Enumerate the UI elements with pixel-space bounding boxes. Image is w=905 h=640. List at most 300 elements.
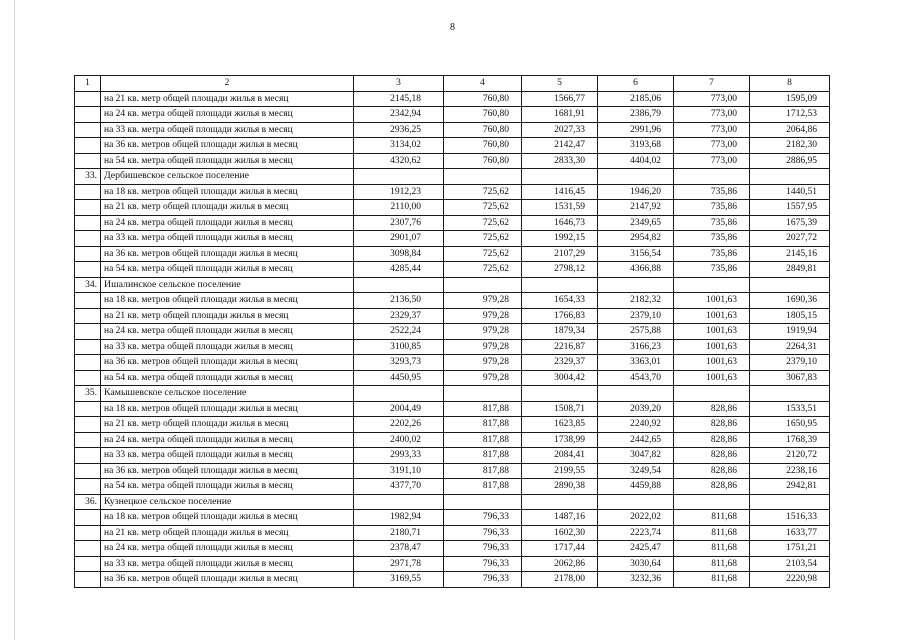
settlement-name: Кузнецкое сельское поселение [101,494,354,510]
value-cell: 796,33 [444,572,522,588]
value-cell: 817,88 [444,463,522,479]
row-number [75,463,101,479]
value-cell: 773,00 [674,107,750,123]
value-cell [674,169,750,185]
table-row [75,572,830,588]
value-cell: 2386,79 [598,107,674,123]
value-cell: 760,80 [444,107,522,123]
row-number [75,262,101,278]
value-cell: 828,86 [674,417,750,433]
value-cell: 1738,99 [522,432,598,448]
table-row [75,355,830,371]
column-header: 6 [598,76,674,92]
area-description: на 21 кв. метр общей площади жилья в месяц [101,200,354,216]
area-description: на 21 кв. метр общей площади жилья в месяц [101,91,354,107]
value-cell: 828,86 [674,401,750,417]
value-cell: 2849,81 [750,262,830,278]
area-description: на 24 кв. метра общей площади жилья в месяц [101,432,354,448]
column-header: 1 [75,76,101,92]
value-cell: 760,80 [444,153,522,169]
table-row [75,246,830,262]
value-cell: 2329,37 [522,355,598,371]
value-cell: 725,62 [444,262,522,278]
value-cell [444,277,522,293]
value-cell: 2022,02 [598,510,674,526]
area-description: на 36 кв. метров общей площади жилья в месяц [101,246,354,262]
table-row [75,231,830,247]
table-row [75,308,830,324]
value-cell: 2954,82 [598,231,674,247]
value-cell: 828,86 [674,463,750,479]
value-cell: 1001,63 [674,370,750,386]
area-description: на 33 кв. метра общей площади жилья в месяц [101,556,354,572]
row-number [75,246,101,262]
value-cell: 3156,54 [598,246,674,262]
value-cell: 1681,91 [522,107,598,123]
value-cell: 3030,64 [598,556,674,572]
value-cell: 828,86 [674,479,750,495]
value-cell: 2199,55 [522,463,598,479]
value-cell: 2180,71 [354,525,444,541]
column-header: 3 [354,76,444,92]
value-cell: 1712,53 [750,107,830,123]
value-cell: 817,88 [444,417,522,433]
area-description: на 33 кв. метра общей площади жилья в месяц [101,231,354,247]
value-cell: 2991,96 [598,122,674,138]
area-description: на 54 кв. метра общей площади жилья в месяц [101,370,354,386]
value-cell: 2039,20 [598,401,674,417]
value-cell: 1646,73 [522,215,598,231]
value-cell: 1675,39 [750,215,830,231]
value-cell: 2442,65 [598,432,674,448]
value-cell: 2103,54 [750,556,830,572]
value-cell: 1416,45 [522,184,598,200]
area-description: на 21 кв. метр общей площади жилья в месяц [101,308,354,324]
value-cell: 3232,36 [598,572,674,588]
value-cell [674,277,750,293]
value-cell: 796,33 [444,510,522,526]
value-cell: 2890,38 [522,479,598,495]
value-cell: 3067,83 [750,370,830,386]
area-description: на 36 кв. метров общей площади жилья в месяц [101,572,354,588]
area-description: на 54 кв. метра общей площади жилья в месяц [101,153,354,169]
value-cell: 773,00 [674,91,750,107]
value-cell: 2084,41 [522,448,598,464]
section-header-row [75,386,830,402]
value-cell: 2833,30 [522,153,598,169]
value-cell: 1001,63 [674,339,750,355]
area-description: на 18 кв. метров общей площади жилья в месяц [101,184,354,200]
table-row [75,556,830,572]
value-cell [750,494,830,510]
settlement-name: Дербишевское сельское поселение [101,169,354,185]
value-cell: 4404,02 [598,153,674,169]
value-cell: 1001,63 [674,308,750,324]
value-cell: 828,86 [674,448,750,464]
value-cell: 1487,16 [522,510,598,526]
row-number [75,355,101,371]
value-cell: 725,62 [444,231,522,247]
row-number [75,401,101,417]
value-cell: 811,68 [674,572,750,588]
area-description: на 36 кв. метров общей площади жилья в месяц [101,463,354,479]
value-cell: 760,80 [444,138,522,154]
value-cell: 2136,50 [354,293,444,309]
value-cell: 2027,72 [750,231,830,247]
value-cell: 2004,49 [354,401,444,417]
value-cell: 817,88 [444,401,522,417]
row-number [75,541,101,557]
row-number [75,339,101,355]
value-cell [598,169,674,185]
value-cell: 4377,70 [354,479,444,495]
value-cell: 1516,33 [750,510,830,526]
row-number [75,138,101,154]
value-cell: 1001,63 [674,324,750,340]
row-number [75,200,101,216]
value-cell: 3004,42 [522,370,598,386]
value-cell: 735,86 [674,215,750,231]
value-cell: 2425,47 [598,541,674,557]
value-cell: 2142,47 [522,138,598,154]
value-cell: 2120,72 [750,448,830,464]
row-number [75,231,101,247]
row-number [75,184,101,200]
value-cell: 735,86 [674,200,750,216]
table-body [75,76,830,588]
value-cell [354,386,444,402]
settlement-name: Ишалинское сельское поселение [101,277,354,293]
area-description: на 21 кв. метр общей площади жилья в месяц [101,417,354,433]
value-cell: 1946,20 [598,184,674,200]
settlement-name: Камышевское сельское поселение [101,386,354,402]
row-number [75,107,101,123]
value-cell: 796,33 [444,525,522,541]
value-cell [444,386,522,402]
value-cell: 2147,92 [598,200,674,216]
value-cell: 1633,77 [750,525,830,541]
value-cell: 3166,23 [598,339,674,355]
value-cell: 760,80 [444,122,522,138]
value-cell: 4459,88 [598,479,674,495]
value-cell: 4320,62 [354,153,444,169]
value-cell: 811,68 [674,541,750,557]
column-header: 4 [444,76,522,92]
value-cell: 2575,88 [598,324,674,340]
table-row [75,91,830,107]
value-cell: 979,28 [444,308,522,324]
page-number: 8 [450,22,455,33]
row-number [75,370,101,386]
value-cell: 2993,33 [354,448,444,464]
value-cell: 735,86 [674,184,750,200]
column-number-header-row [75,76,830,92]
column-header: 5 [522,76,598,92]
value-cell: 1440,51 [750,184,830,200]
value-cell: 979,28 [444,324,522,340]
value-cell: 2264,31 [750,339,830,355]
scan-edge-line [14,0,15,640]
value-cell: 817,88 [444,479,522,495]
value-cell: 725,62 [444,184,522,200]
value-cell: 1566,77 [522,91,598,107]
value-cell: 2329,37 [354,308,444,324]
section-header-row [75,169,830,185]
column-header: 2 [101,76,354,92]
value-cell: 1717,44 [522,541,598,557]
table-row [75,293,830,309]
value-cell: 3193,68 [598,138,674,154]
value-cell [354,494,444,510]
area-description: на 24 кв. метра общей площади жилья в месяц [101,107,354,123]
row-number [75,324,101,340]
table-row [75,510,830,526]
row-number [75,432,101,448]
value-cell: 3100,85 [354,339,444,355]
value-cell: 979,28 [444,355,522,371]
area-description: на 18 кв. метров общей площади жилья в месяц [101,510,354,526]
row-number [75,525,101,541]
row-number [75,417,101,433]
value-cell: 1001,63 [674,293,750,309]
value-cell: 2901,07 [354,231,444,247]
value-cell: 773,00 [674,138,750,154]
value-cell: 817,88 [444,448,522,464]
value-cell: 811,68 [674,510,750,526]
value-cell: 811,68 [674,556,750,572]
value-cell: 1912,23 [354,184,444,200]
value-cell: 1001,63 [674,355,750,371]
area-description: на 36 кв. метров общей площади жилья в месяц [101,355,354,371]
value-cell: 4285,44 [354,262,444,278]
column-header: 8 [750,76,830,92]
area-description: на 24 кв. метра общей площади жилья в месяц [101,324,354,340]
value-cell: 725,62 [444,246,522,262]
row-number [75,556,101,572]
value-cell [750,386,830,402]
table-row [75,401,830,417]
value-cell: 2349,65 [598,215,674,231]
value-cell: 2145,18 [354,91,444,107]
table-row [75,370,830,386]
value-cell: 725,62 [444,215,522,231]
row-number [75,448,101,464]
value-cell [522,494,598,510]
value-cell: 735,86 [674,246,750,262]
section-header-row [75,494,830,510]
value-cell [750,169,830,185]
value-cell [598,494,674,510]
row-number: 33. [75,169,101,185]
value-cell: 2307,76 [354,215,444,231]
value-cell: 979,28 [444,339,522,355]
value-cell: 2342,94 [354,107,444,123]
value-cell: 2379,10 [598,308,674,324]
value-cell: 4450,95 [354,370,444,386]
value-cell [674,494,750,510]
table-row [75,153,830,169]
value-cell [598,277,674,293]
value-cell: 1654,33 [522,293,598,309]
value-cell: 2185,06 [598,91,674,107]
row-number [75,153,101,169]
row-number [75,308,101,324]
table-row [75,417,830,433]
value-cell: 2110,00 [354,200,444,216]
value-cell: 773,00 [674,122,750,138]
value-cell: 1557,95 [750,200,830,216]
value-cell: 760,80 [444,91,522,107]
value-cell: 1766,83 [522,308,598,324]
value-cell: 2182,30 [750,138,830,154]
table-row [75,107,830,123]
value-cell: 2216,87 [522,339,598,355]
value-cell: 1595,09 [750,91,830,107]
value-cell: 2027,33 [522,122,598,138]
value-cell: 4366,88 [598,262,674,278]
value-cell: 2064,86 [750,122,830,138]
table-row [75,215,830,231]
area-description: на 33 кв. метра общей площади жилья в месяц [101,122,354,138]
column-header: 7 [674,76,750,92]
value-cell: 2238,16 [750,463,830,479]
value-cell [674,386,750,402]
value-cell: 2178,00 [522,572,598,588]
section-header-row [75,277,830,293]
row-number: 36. [75,494,101,510]
value-cell: 735,86 [674,262,750,278]
area-description: на 21 кв. метр общей площади жилья в месяц [101,525,354,541]
value-cell [522,277,598,293]
value-cell [522,169,598,185]
table-row [75,262,830,278]
table-row [75,541,830,557]
value-cell: 3134,02 [354,138,444,154]
value-cell: 2379,10 [750,355,830,371]
value-cell: 1650,95 [750,417,830,433]
value-cell: 3249,54 [598,463,674,479]
value-cell: 796,33 [444,541,522,557]
value-cell: 1533,51 [750,401,830,417]
row-number [75,510,101,526]
value-cell: 817,88 [444,432,522,448]
row-number [75,122,101,138]
value-cell: 3169,55 [354,572,444,588]
value-cell: 3191,10 [354,463,444,479]
value-cell: 2400,02 [354,432,444,448]
value-cell: 828,86 [674,432,750,448]
value-cell: 3293,73 [354,355,444,371]
table-row [75,525,830,541]
value-cell [598,386,674,402]
value-cell: 2378,47 [354,541,444,557]
value-cell: 811,68 [674,525,750,541]
table-row [75,463,830,479]
value-cell: 2223,74 [598,525,674,541]
area-description: на 24 кв. метра общей площади жилья в месяц [101,215,354,231]
area-description: на 36 кв. метров общей площади жилья в месяц [101,138,354,154]
value-cell [444,169,522,185]
value-cell: 2182,32 [598,293,674,309]
table-row [75,200,830,216]
area-description: на 54 кв. метра общей площади жилья в месяц [101,262,354,278]
value-cell: 2886,95 [750,153,830,169]
value-cell: 1690,36 [750,293,830,309]
value-cell: 2107,29 [522,246,598,262]
row-number [75,91,101,107]
value-cell: 2202,26 [354,417,444,433]
table-row [75,324,830,340]
value-cell: 2936,25 [354,122,444,138]
area-description: на 33 кв. метра общей площади жилья в месяц [101,339,354,355]
table-row [75,339,830,355]
table-row [75,432,830,448]
area-description: на 18 кв. метров общей площади жилья в месяц [101,401,354,417]
table-row [75,122,830,138]
row-number: 35. [75,386,101,402]
value-cell: 2798,12 [522,262,598,278]
row-number [75,293,101,309]
table-row [75,448,830,464]
value-cell: 1751,21 [750,541,830,557]
value-cell: 1508,71 [522,401,598,417]
value-cell: 2220,98 [750,572,830,588]
value-cell [444,494,522,510]
value-cell: 1805,15 [750,308,830,324]
value-cell: 2240,92 [598,417,674,433]
row-number [75,215,101,231]
value-cell: 1768,39 [750,432,830,448]
value-cell: 1879,34 [522,324,598,340]
value-cell: 2145,16 [750,246,830,262]
value-cell: 725,62 [444,200,522,216]
value-cell: 1919,94 [750,324,830,340]
table-row [75,184,830,200]
value-cell: 1623,85 [522,417,598,433]
value-cell: 1992,15 [522,231,598,247]
value-cell: 2522,24 [354,324,444,340]
value-cell [522,386,598,402]
table-row [75,479,830,495]
value-cell: 4543,70 [598,370,674,386]
value-cell: 3098,84 [354,246,444,262]
value-cell [750,277,830,293]
value-cell: 773,00 [674,153,750,169]
value-cell: 735,86 [674,231,750,247]
value-cell: 1602,30 [522,525,598,541]
value-cell: 2942,81 [750,479,830,495]
value-cell [354,277,444,293]
value-cell: 3047,82 [598,448,674,464]
value-cell: 1531,59 [522,200,598,216]
value-cell: 3363,01 [598,355,674,371]
value-cell: 2971,78 [354,556,444,572]
value-cell [354,169,444,185]
row-number: 34. [75,277,101,293]
table-row [75,138,830,154]
tariff-table [74,75,830,588]
value-cell: 796,33 [444,556,522,572]
row-number [75,572,101,588]
row-number [75,479,101,495]
area-description: на 33 кв. метра общей площади жилья в месяц [101,448,354,464]
area-description: на 18 кв. метров общей площади жилья в месяц [101,293,354,309]
area-description: на 24 кв. метра общей площади жилья в месяц [101,541,354,557]
area-description: на 54 кв. метра общей площади жилья в месяц [101,479,354,495]
value-cell: 979,28 [444,370,522,386]
value-cell: 2062,86 [522,556,598,572]
value-cell: 979,28 [444,293,522,309]
